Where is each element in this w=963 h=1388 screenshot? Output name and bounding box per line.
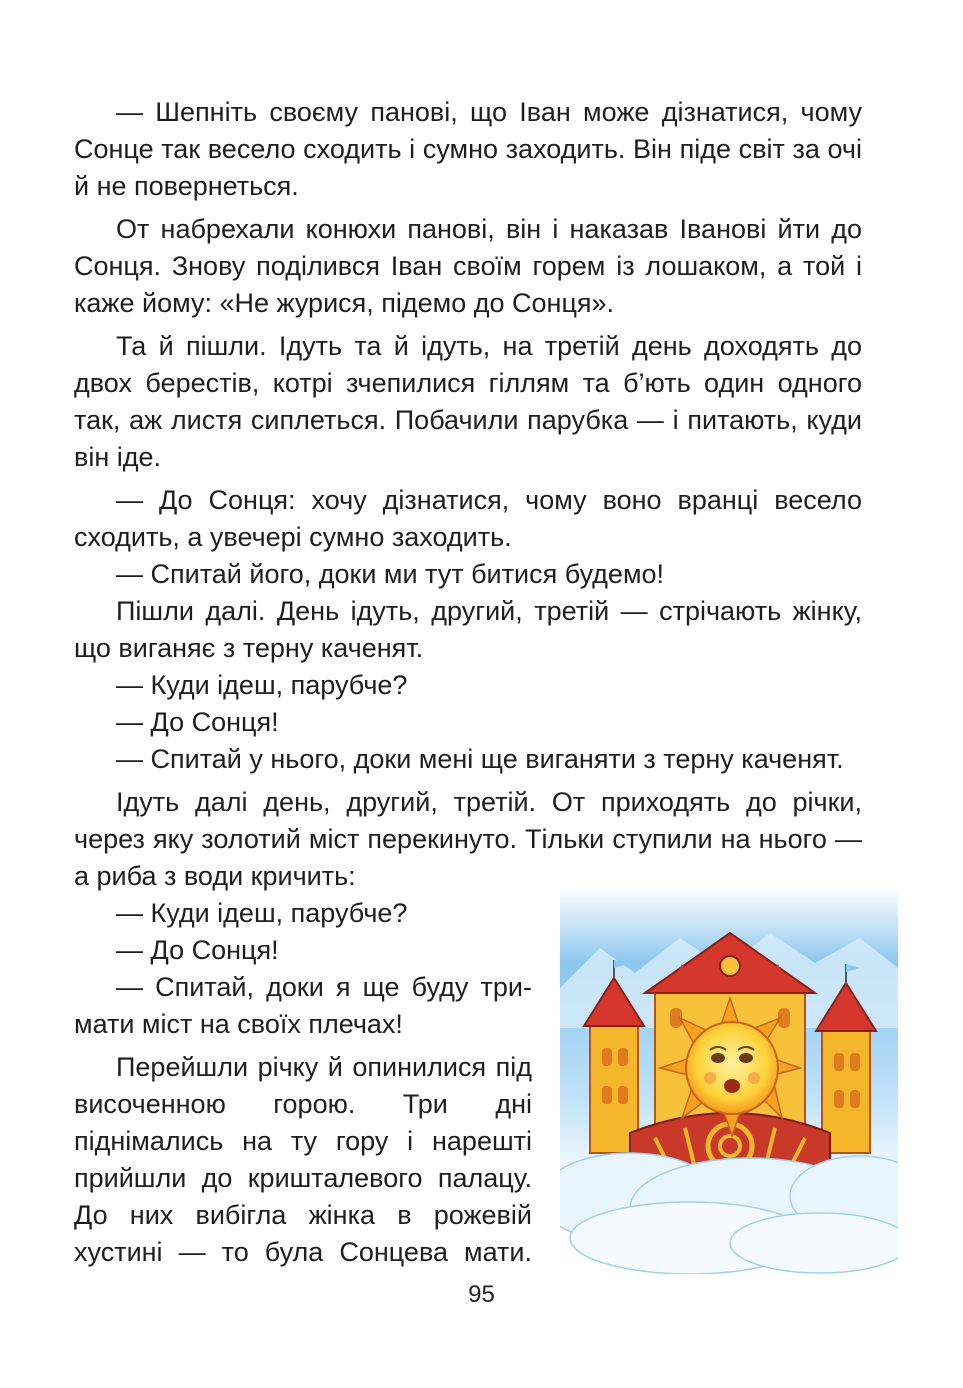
- illustration-icon: [560, 878, 898, 1274]
- paragraph: Пішли далі. День ідуть, другий, третій — стрічають жінку, що виганяє з терну каченят.: [74, 596, 862, 663]
- paragraph: — Куди ідеш, парубче?: [116, 670, 408, 700]
- paragraph: — Спитай його, доки ми тут битися будемо!: [116, 559, 665, 589]
- sun-palace-illustration: [560, 878, 898, 1274]
- paragraph: — Спитай, доки я ще буду тримати міст на своїх плечах!: [74, 972, 532, 1039]
- paragraph: Та й пішли. Ідуть та й ідуть, на третій день доходять до двох берестів, котрі зчепилися гіллям та б’ють один одного так, аж листя сиплеться. Побачили парубка — і питають, куди він іде.: [74, 331, 862, 472]
- text-column-beside-illustration: [74, 895, 532, 1308]
- paragraph: Ідуть далі день, другий, третій. От приходять до річки, через яку золотий міст перекинуто. Тільки ступили на нього — а риба з води кричить:: [74, 787, 862, 891]
- clouds: [560, 1153, 898, 1274]
- paragraph: — Шепніть своєму панові, що Іван може дізнатися, чому Сонце так весело сходить і сумно заходить. Він піде світ за очі й не повернеться.: [74, 97, 862, 201]
- paragraph: От набрехали конюхи панові, він і наказав Іванові йти до Сонця. Знову поділився Іван своїм горем із лошаком, а той і каже йому: «Не журися, підемо до Сонця».: [74, 214, 862, 318]
- paragraph: — До Сонця!: [116, 707, 279, 737]
- paragraph: — Спитай у нього, доки мені ще виганяти з терну каченят.: [116, 744, 844, 774]
- paragraph: Перейшли річку й опинилися під височенною горою. Три дні піднімались на ту гору і нарешті прийшли до кришталевого палацу. До них вибігла жінка в рожевій хустині — то була Сонцева мати.: [74, 1052, 532, 1267]
- paragraph: — Куди ідеш, парубче?: [116, 898, 408, 928]
- paragraph: — До Сонця!: [116, 935, 279, 965]
- paragraph: — До Сонця: хочу дізнатися, чому воно вранці весело сходить, а увечері сумно заходить.: [74, 485, 862, 552]
- page-number: 95: [468, 1281, 495, 1308]
